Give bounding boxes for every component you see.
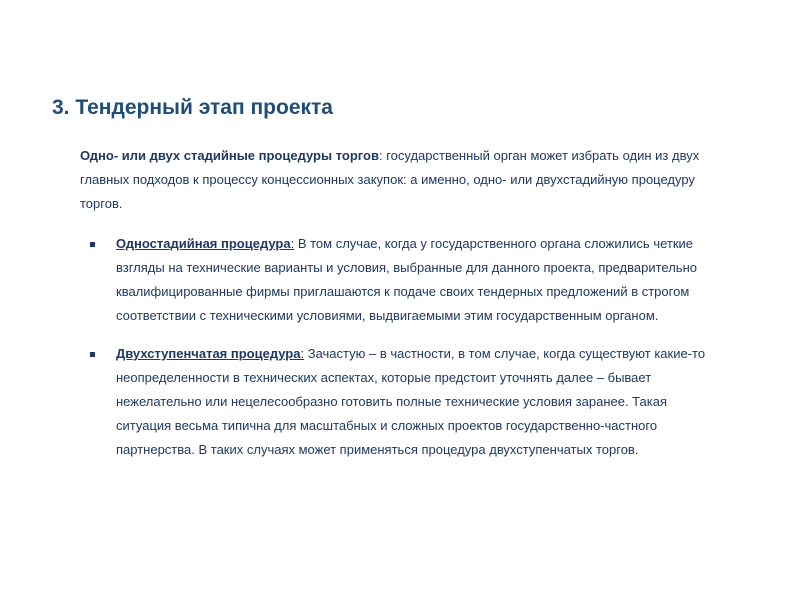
procedure-term-colon: :	[300, 346, 305, 361]
procedure-term: Одностадийная процедура	[116, 236, 291, 251]
procedure-term: Двухступенчатая процедура	[116, 346, 301, 361]
procedure-term-colon: :	[290, 236, 295, 251]
procedure-description: Зачастую – в частности, в том случае, когда существуют какие-то неопределенности в технических аспектах, которые предстоит уточнять далее – бывает нежелательно или нецелесообразно готовить полные технические условия заранее. Такая ситуация весьма типична для масштабных и сложных проектов государственно-частного партнерства. В таких случаях может применяться процедура двухступенчатых торгов.	[116, 346, 706, 457]
bullet-square-icon	[90, 352, 95, 357]
procedure-description: В том случае, когда у государственного органа сложились четкие взгляды на технические варианты и условия, выбранные для данного проекта, предварительно квалифицированные фирмы приглашаются к подаче своих тендерных предложений в строгом соответствии с техническими условиями, выдвигаемыми этим государственным органом.	[116, 236, 697, 323]
list-item	[80, 232, 720, 328]
slide-body	[80, 144, 720, 476]
intro-paragraph	[80, 144, 720, 216]
bullet-square-icon	[90, 242, 95, 247]
intro-heading: Одно- или двух стадийные процедуры торгов	[80, 148, 379, 163]
procedure-list	[80, 232, 720, 462]
slide-title: 3. Тендерный этап проекта	[52, 96, 333, 119]
intro-text: : государственный орган может избрать один из двух главных подходов к процессу концессионных закупок: а именно, одно- или двухстадийную процедуру торгов.	[80, 148, 700, 211]
list-item	[80, 342, 720, 462]
